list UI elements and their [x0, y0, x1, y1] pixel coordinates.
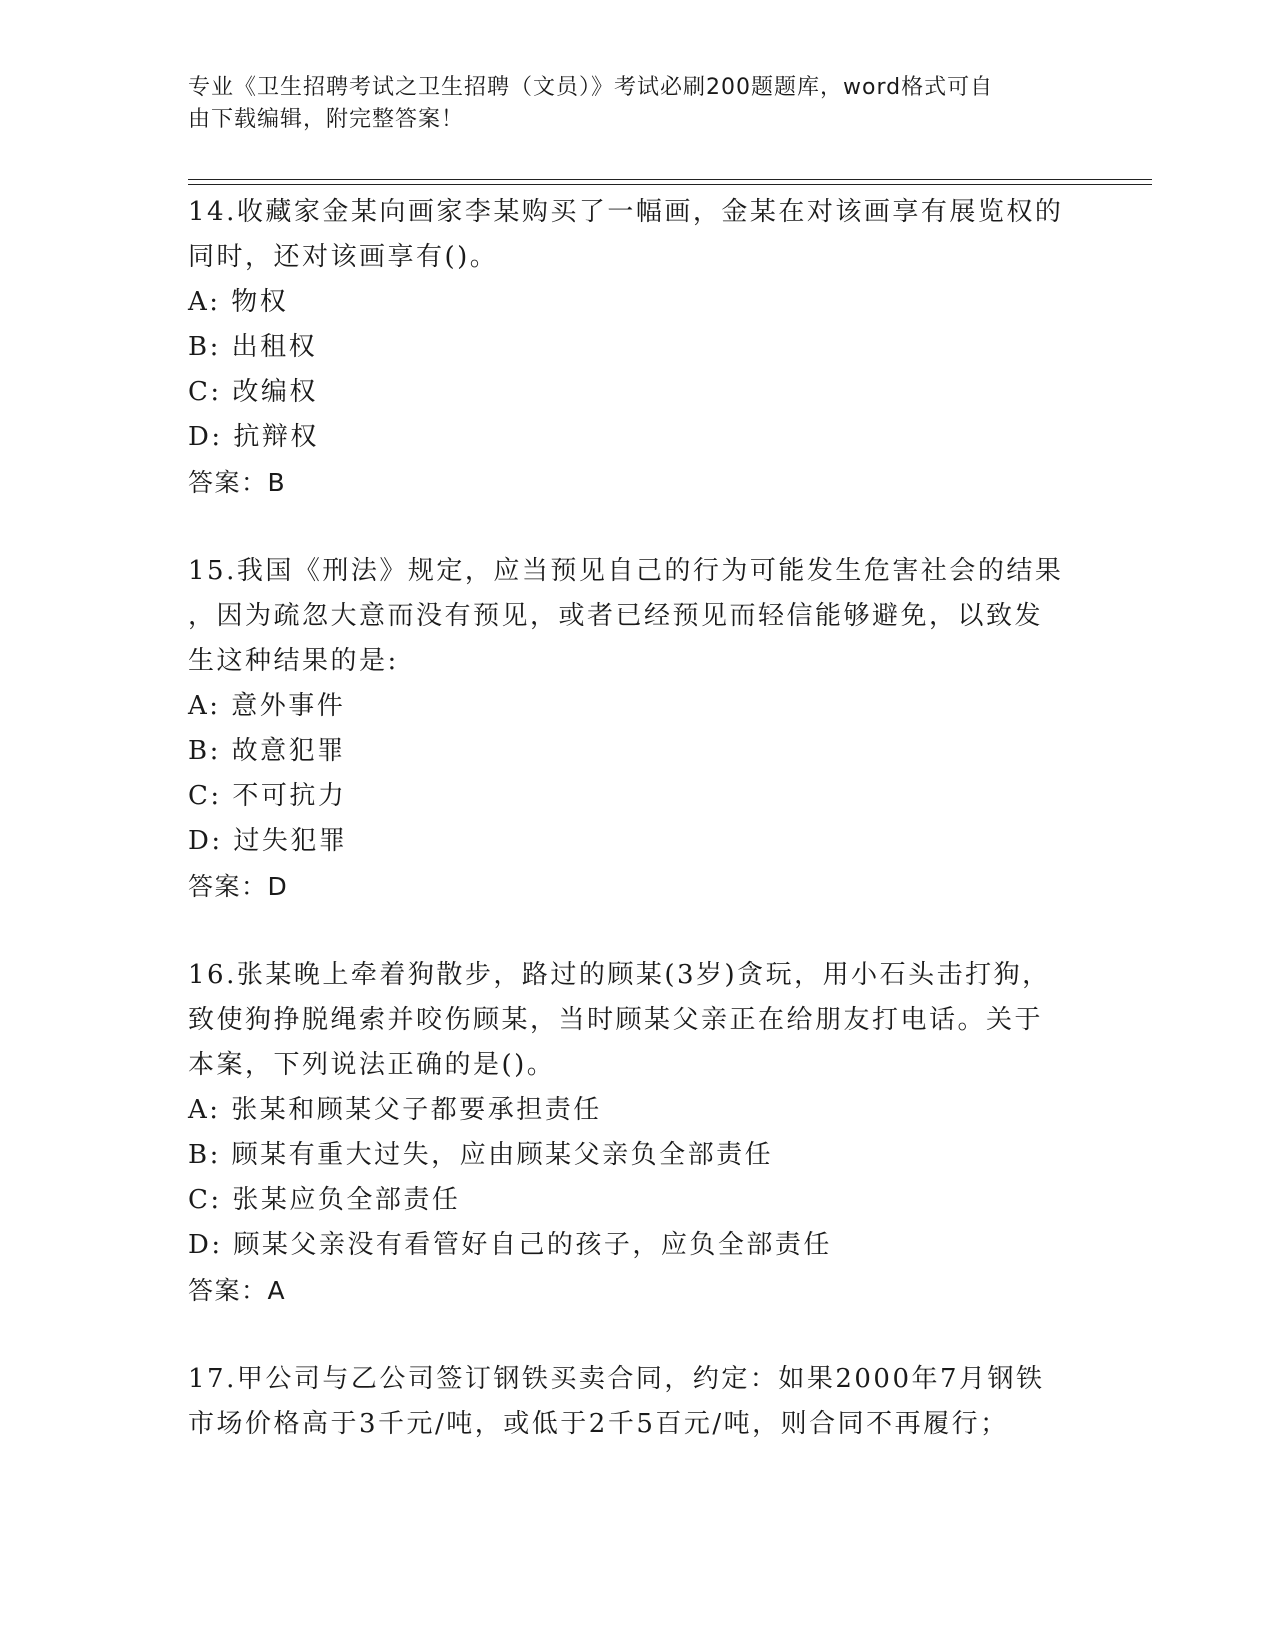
question-15	[188, 549, 1088, 909]
option-b: B: 出租权	[188, 332, 318, 362]
question-stem-line: 16.张某晚上牵着狗散步，路过的顾某(3岁)贪玩，用小石头击打狗，	[188, 960, 1051, 990]
question-stem-line: 15.我国《刑法》规定，应当预见自己的行为可能发生危害社会的结果	[188, 556, 1064, 586]
option-a: A: 张某和顾某父子都要承担责任	[188, 1095, 602, 1125]
question-17	[188, 1357, 1088, 1447]
option-d: D: 过失犯罪	[188, 826, 348, 856]
question-stem-line: 市场价格高于3千元/吨，或低于2千5百元/吨，则合同不再履行；	[188, 1409, 1009, 1439]
option-c: C: 改编权	[188, 377, 318, 407]
answer: 答案：A	[188, 1276, 287, 1305]
question-list	[188, 190, 1088, 1491]
option-a: A: 意外事件	[188, 691, 346, 721]
question-stem-line: 17.甲公司与乙公司签订钢铁买卖合同，约定：如果2000年7月钢铁	[188, 1364, 1045, 1394]
question-14	[188, 190, 1088, 505]
document-header	[188, 72, 1068, 136]
option-d: D: 顾某父亲没有看管好自己的孩子，应负全部责任	[188, 1230, 832, 1260]
option-a: A: 物权	[188, 287, 289, 317]
header-line-1: 专业《卫生招聘考试之卫生招聘（文员）》考试必刷200题题库，word格式可自	[188, 75, 994, 100]
question-stem-line: ，因为疏忽大意而没有预见，或者已经预见而轻信能够避免，以致发	[188, 601, 1044, 631]
header-divider-bottom	[188, 184, 1152, 185]
option-c: C: 张某应负全部责任	[188, 1185, 461, 1215]
question-stem-line: 本案，下列说法正确的是()。	[188, 1050, 556, 1080]
option-c: C: 不可抗力	[188, 781, 347, 811]
question-16	[188, 953, 1088, 1313]
option-d: D: 抗辩权	[188, 422, 319, 452]
answer: 答案：B	[188, 468, 287, 497]
question-stem-line: 14.收藏家金某向画家李某购买了一幅画，金某在对该画享有展览权的	[188, 197, 1064, 227]
option-b: B: 故意犯罪	[188, 736, 346, 766]
answer: 答案：D	[188, 872, 289, 901]
option-b: B: 顾某有重大过失，应由顾某父亲负全部责任	[188, 1140, 774, 1170]
header-divider-top	[188, 179, 1152, 180]
question-stem-line: 致使狗挣脱绳索并咬伤顾某，当时顾某父亲正在给朋友打电话。关于	[188, 1005, 1044, 1035]
question-stem-line: 同时，还对该画享有()。	[188, 242, 499, 272]
header-line-2: 由下载编辑，附完整答案！	[188, 107, 465, 132]
question-stem-line: 生这种结果的是:	[188, 646, 399, 676]
